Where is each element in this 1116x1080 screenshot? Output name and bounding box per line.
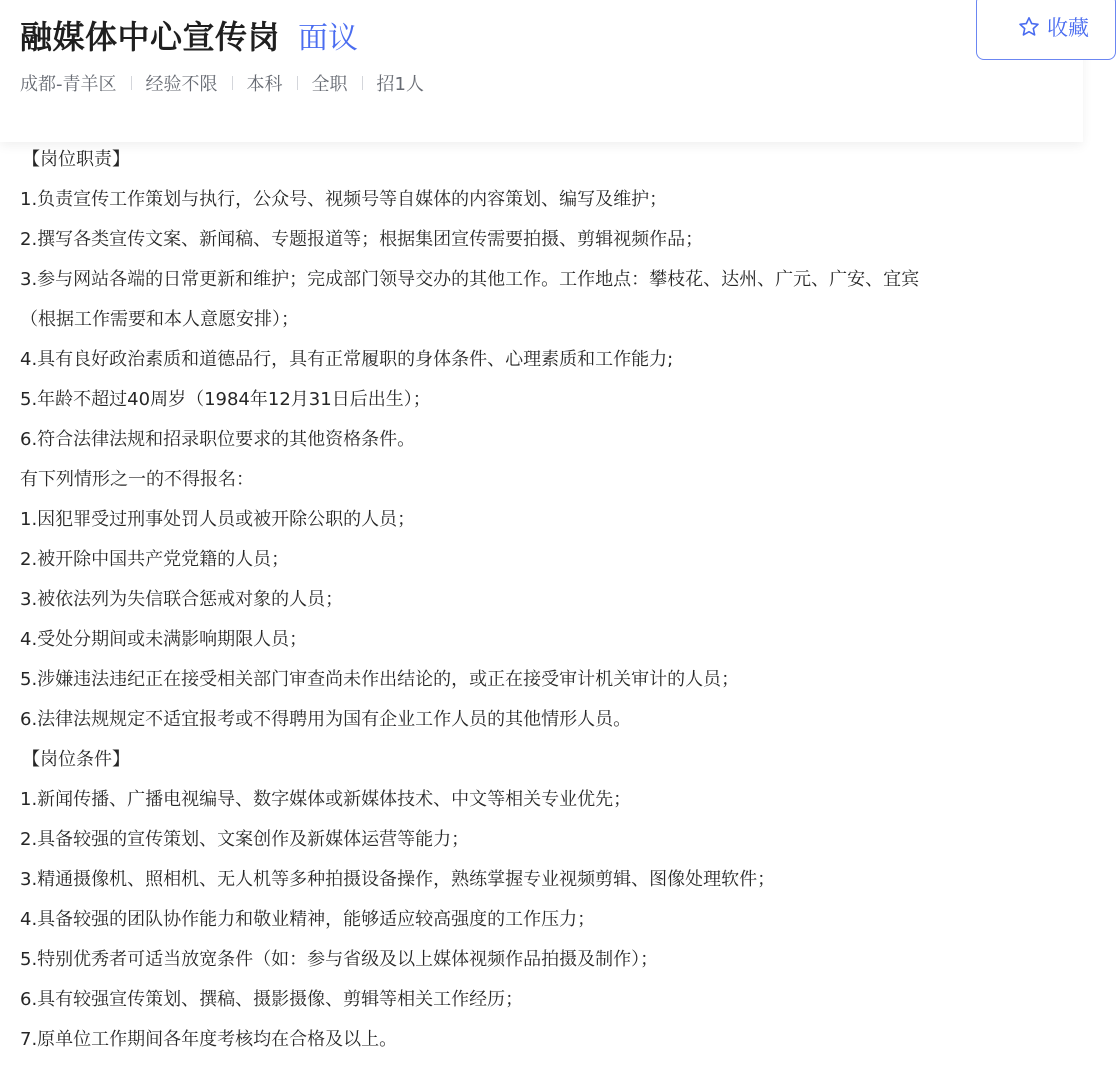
description-line: 6.符合法律法规和招录职位要求的其他资格条件。: [20, 429, 416, 450]
description-line: 2.撰写各类宣传文案、新闻稿、专题报道等；根据集团宣传需要拍摄、剪辑视频作品；: [20, 229, 704, 250]
meta-headcount: 招1人: [376, 74, 424, 95]
job-title: 融媒体中心宣传岗: [20, 18, 281, 56]
job-meta: [20, 70, 424, 96]
meta-divider: [232, 76, 233, 90]
salary-label: 面议: [298, 21, 359, 56]
title-row: [20, 12, 358, 58]
description-line: 1.因犯罪受过刑事处罚人员或被开除公职的人员；: [20, 509, 416, 530]
description-line: 7.原单位工作期间各年度考核均在合格及以上。: [20, 1029, 398, 1050]
description-line: 5.年龄不超过40周岁（1984年12月31日后出生）；: [20, 389, 431, 410]
description-line: 5.涉嫌违法违纪正在接受相关部门审查尚未作出结论的，或正在接受审计机关审计的人员；: [20, 669, 740, 690]
star-icon: [1017, 15, 1041, 39]
job-header: [0, 0, 1089, 142]
description-line: 6.具有较强宣传策划、撰稿、摄影摄像、剪辑等相关工作经历；: [20, 989, 524, 1010]
description-line: 2.被开除中国共产党党籍的人员；: [20, 549, 290, 570]
section-heading-duties: 【岗位职责】: [22, 149, 130, 170]
description-line: 5.特别优秀者可适当放宽条件（如：参与省级及以上媒体视频作品拍摄及制作）；: [20, 949, 659, 970]
description-line: 1.负责宣传工作策划与执行，公众号、视频号等自媒体的内容策划、编写及维护；: [20, 189, 668, 210]
description-line: 2.具备较强的宣传策划、文案创作及新媒体运营等能力；: [20, 829, 470, 850]
description-line: 3.参与网站各端的日常更新和维护；完成部门领导交办的其他工作。工作地点：攀枝花、达州、广元、广安、宜宾: [20, 269, 920, 290]
description-line: 6.法律法规规定不适宜报考或不得聘用为国有企业工作人员的其他情形人员。: [20, 709, 632, 730]
meta-job-type: 全职: [311, 74, 348, 95]
meta-location: 成都-青羊区: [20, 74, 117, 95]
description-line: 4.具备较强的团队协作能力和敬业精神，能够适应较高强度的工作压力；: [20, 909, 596, 930]
description-line: （根据工作需要和本人意愿安排）；: [20, 309, 299, 330]
description-line: 3.精通摄像机、照相机、无人机等多种拍摄设备操作，熟练掌握专业视频剪辑、图像处理软件；: [20, 869, 776, 890]
meta-experience: 经验不限: [145, 74, 218, 95]
description-line: 有下列情形之一的不得报名：: [20, 469, 254, 490]
favorite-button[interactable]: [976, 0, 1116, 60]
favorite-label: 收藏: [1047, 16, 1089, 40]
meta-divider: [131, 76, 132, 90]
section-heading-requirements: 【岗位条件】: [22, 749, 130, 770]
description-line: 1.新闻传播、广播电视编导、数字媒体或新媒体技术、中文等相关专业优先；: [20, 789, 632, 810]
description-line: 4.受处分期间或未满影响期限人员；: [20, 629, 308, 650]
meta-divider: [297, 76, 298, 90]
description-line: 4.具有良好政治素质和道德品行，具有正常履职的身体条件、心理素质和工作能力;: [20, 349, 674, 370]
meta-education: 本科: [246, 74, 283, 95]
meta-divider: [362, 76, 363, 90]
description-line: 3.被依法列为失信联合惩戒对象的人员；: [20, 589, 344, 610]
